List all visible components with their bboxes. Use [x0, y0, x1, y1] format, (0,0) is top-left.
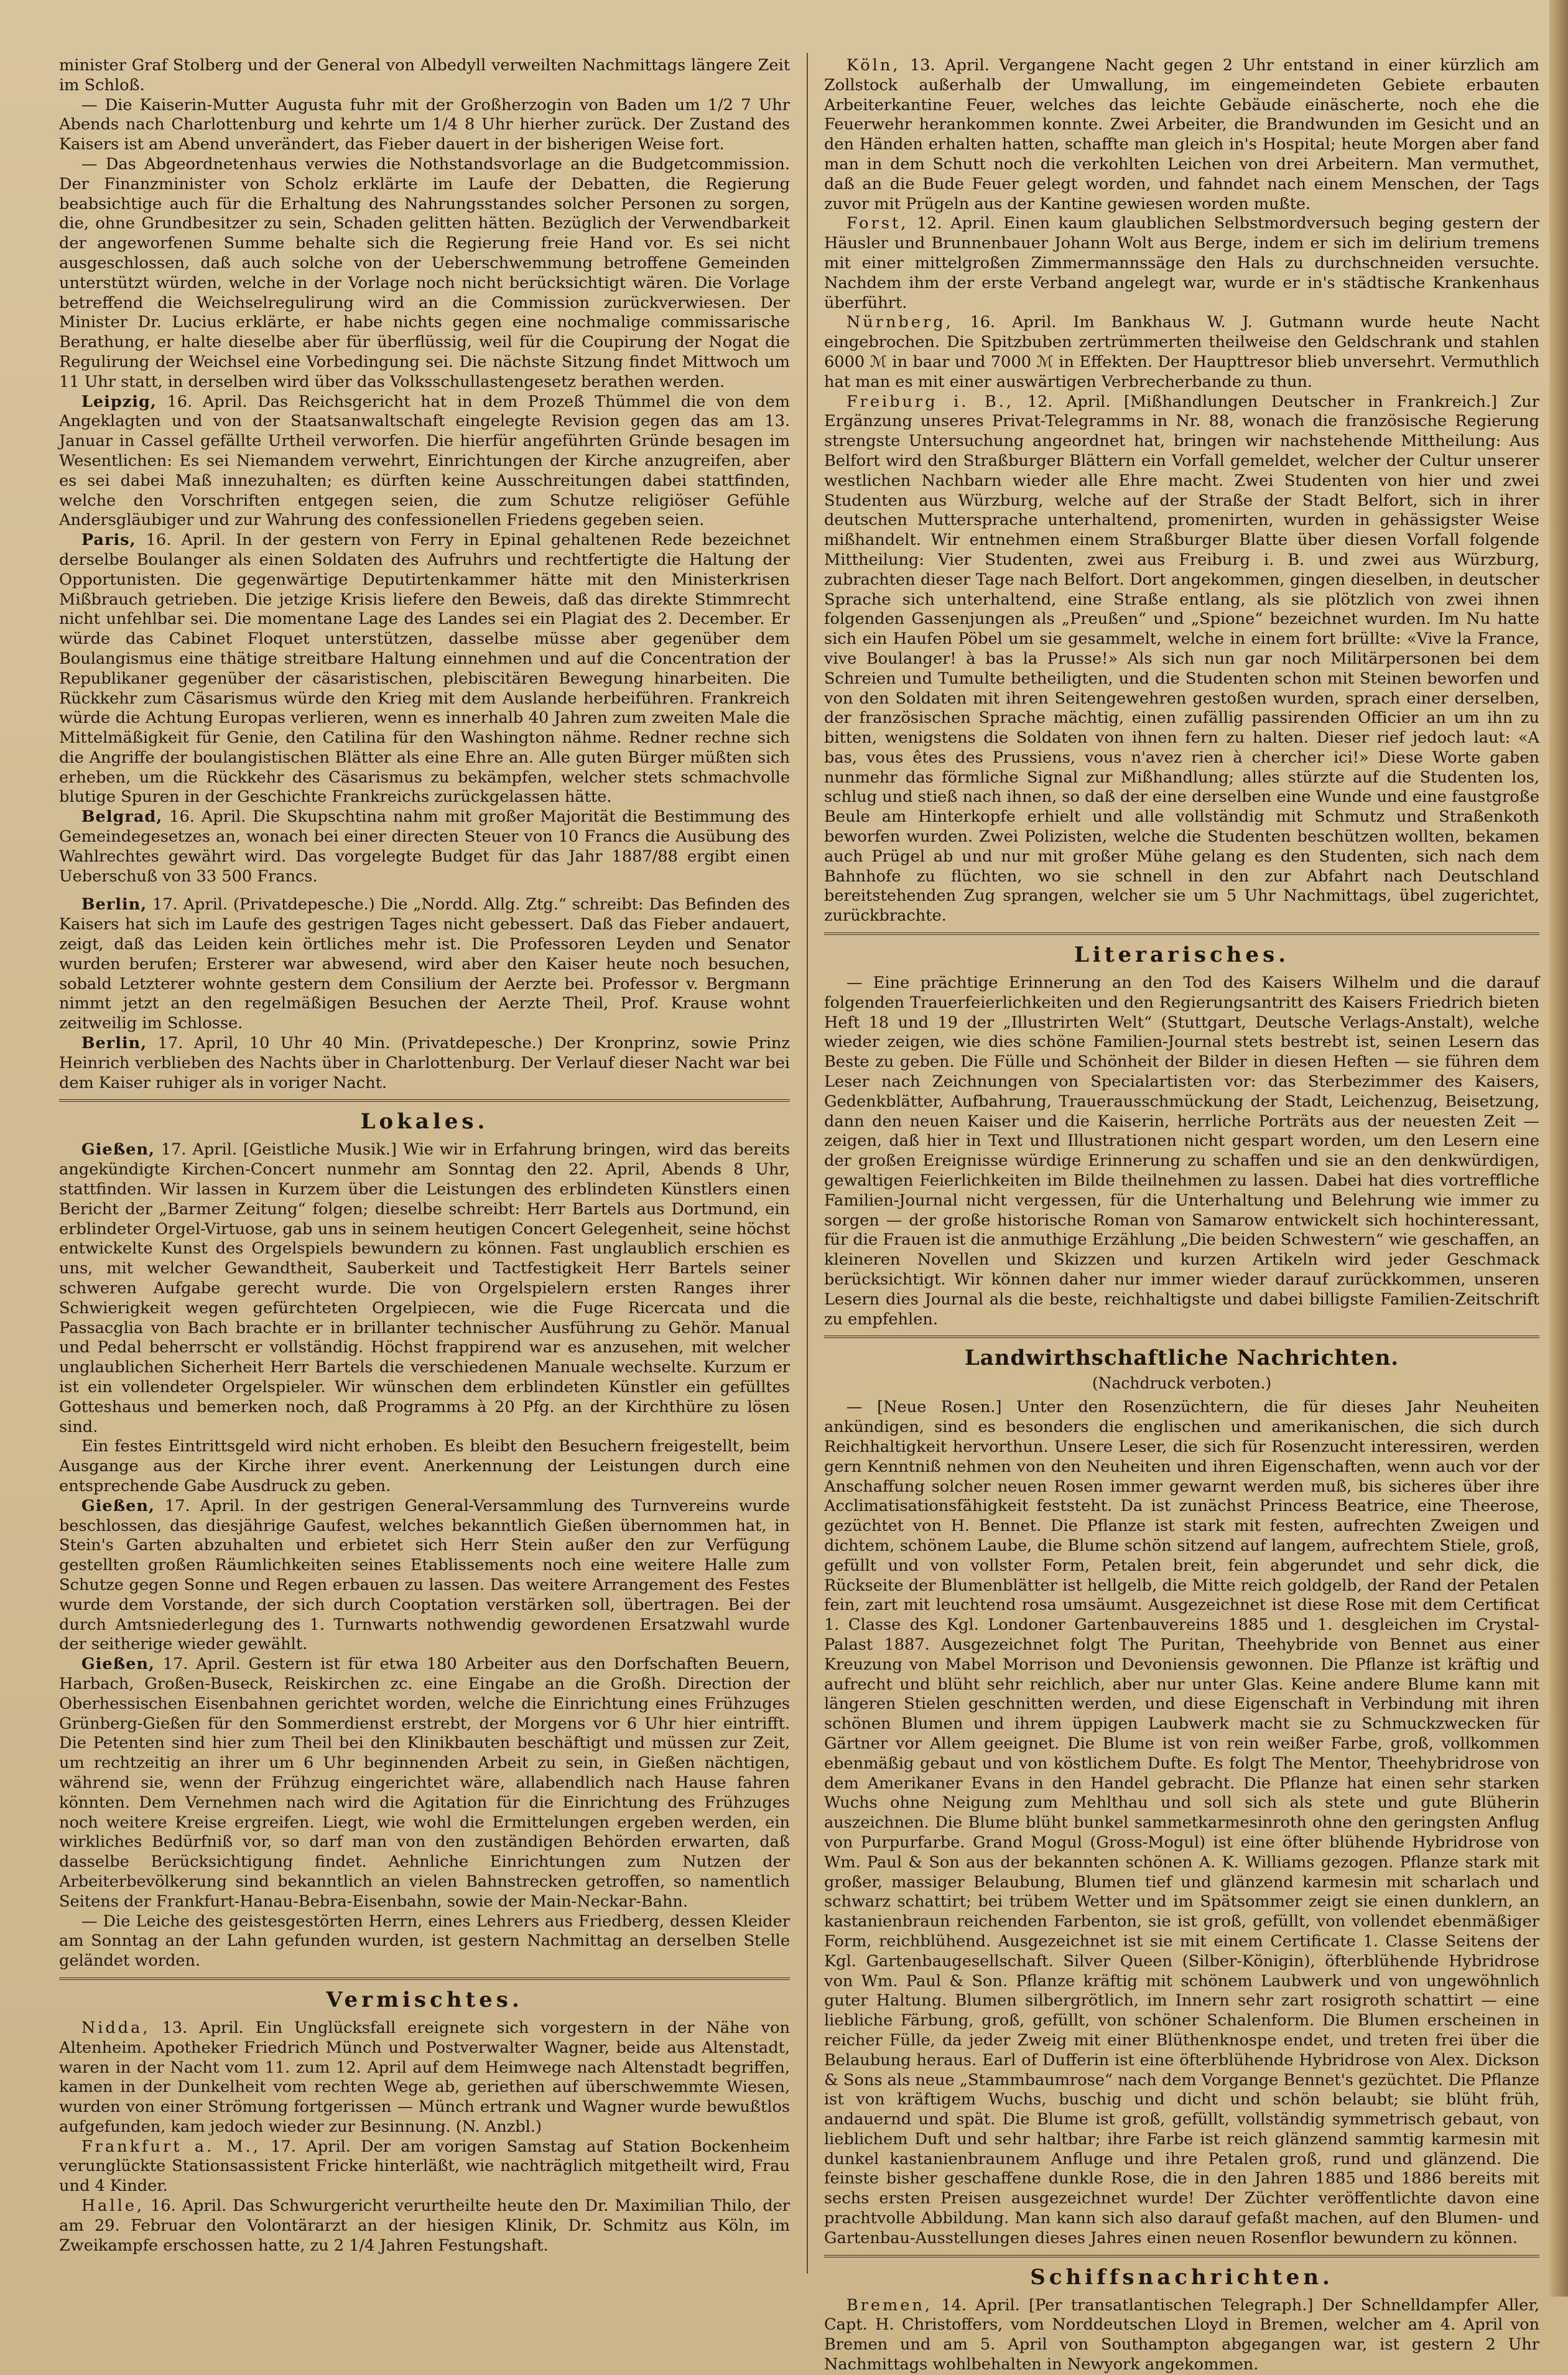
column-divider	[807, 53, 808, 2274]
section-rule	[59, 1978, 790, 1980]
article-text: 16. April. Im Bankhaus W. J. Gutmann wurde heute Nacht eingebrochen. Die Spitzbuben zertrümmerten theilweise den Geldschrank und stahlen 6000 ℳ in baar und 7000 ℳ in Effekten. Der Haupttresor blieb unversehrt. Vermuthlich hat man es mit einer auswärtigen Verbrecherbande zu thun.	[824, 313, 1539, 391]
dateline-place: Gießen,	[81, 1140, 155, 1160]
article-text: 13. April. Ein Unglücksfall ereignete sich vorgestern in der Nähe von Altenheim. Apotheker Friedrich Münch und Postverwalter Wagner, beide aus Altenstadt, waren in der Nacht vom 11. zum 12. April auf dem Heimwege nach Altenstadt begriffen, kamen in der Dunkelheit vom rechten Wege ab, geriethen auf überschwemmte Wiesen, wurden von einer Strömung fortgerissen — Münch ertrank und Wagner wurde bewußtlos aufgefunden, kam jedoch wieder zur Besinnung. (N. Anzbl.)	[59, 2018, 790, 2136]
dateline-place: Paris,	[81, 531, 136, 550]
article	[824, 56, 1539, 214]
reprint-notice: (Nachdruck verboten.)	[1092, 1374, 1272, 1393]
dateline-place: Leipzig,	[81, 392, 157, 411]
article	[59, 531, 790, 807]
dateline-place: Freiburg i. B.,	[846, 392, 1014, 411]
dateline-place: Gießen,	[81, 1496, 155, 1515]
article	[59, 895, 790, 1034]
article-text: Ein festes Eintrittsgeld wird nicht erhoben. Es bleibt den Besuchern freigestellt, beim Ausgange aus der Kirche ihrer event. Anerkennung der Leistungen durch eine entsprechende Gabe Ausdruck zu geben.	[59, 1437, 790, 1495]
article-text: — Die Leiche des geistesgestörten Herrn, eines Lehrers aus Friedberg, dessen Kleider am Sonntag an der Lahn gefunden wurden, ist gestern Nachmittag an derselben Stelle geländet worden.	[59, 1912, 790, 1971]
article-text: minister Graf Stolberg und der General von Albedyll verweilten Nachmittags längere Zeit im Schloß.	[59, 56, 790, 95]
right-column	[824, 56, 1539, 2375]
dateline-place: Halle,	[81, 2196, 145, 2216]
dateline-place: Berlin,	[81, 895, 147, 914]
section-heading-lokales: Lokales.	[360, 1109, 489, 1135]
article-text: 17. April. Gestern ist für etwa 180 Arbeiter aus den Dorfschaften Beuern, Harbach, Großen-Buseck, Reiskirchen zc. eine Eingabe an die Großh. Direction der Oberhessischen Eisenbahnen gerichtet worden, welche die Einrichtung eines Frühzuges Grünberg-Gießen für den Sommerdienst erstrebt, der Morgens vor 6 Uhr hier eintrifft. Die Petenten sind hier zum Theil bei den Klinikbauten beschäftigt und müssen zur Zeit, um rechtzeitig an ihrer um 6 Uhr beginnenden Arbeit zu sein, in Gießen nächtigen, während sie, wenn der Frühzug eingerichtet wäre, allabendlich nach Hause fahren könnten. Dem Vernehmen nach wird die Agitation für die Einrichtung des Frühzuges noch weitere Kreise ergreifen. Liegt, wie wohl die Ermittelungen ergeben werden, ein wirkliches Bedürfniß vor, so darf man von den zuständigen Behörden erwarten, daß dasselbe Berücksichtigung findet. Aehnliche Einrichtungen zum Nutzen der Arbeiterbevölkerung sind bekanntlich an vielen Bahnstrecken getroffen, so namentlich Seitens der Frankfurt-Hanau-Bebra-Eisenbahn, sowie der Main-Neckar-Bahn.	[59, 1655, 790, 1911]
dateline-place: Frankfurt a. M.,	[81, 2137, 261, 2156]
section-heading-landwirthschaft: Landwirthschaftliche Nachrichten.	[964, 1346, 1399, 1371]
article	[59, 393, 790, 531]
article	[824, 313, 1539, 392]
dateline-place: Köln,	[846, 56, 901, 75]
article	[59, 2019, 790, 2137]
article-text: 17. April. Der am vorigen Samstag auf Station Bockenheim verunglückte Stationsassistent Fricke hinterläßt, wie nachträglich mitgetheilt wird, Frau und 4 Kinder.	[59, 2137, 790, 2196]
dateline-place: Bremen,	[846, 2295, 933, 2315]
article	[824, 2296, 1539, 2375]
article	[59, 1140, 790, 1437]
article-text: 13. April. Vergangene Nacht gegen 2 Uhr entstand in einer kürzlich am Zollstock außerhalb der Umwallung, im eingemeindeten Gebiete erbauten Arbeiterkantine Feuer, welches das leichte Gebäude einäscherte, noch ehe die Feuerwehr herankommen konnte. Zwei Arbeiter, die Brandwunden im Gesicht und an den Händen erhalten hatten, schaffte man gleich in's Hospital; heute Morgen aber fand man in dem Schutt noch die verkohlten Leichen von drei Arbeitern. Man vermuthet, daß an die Bude Feuer gelegt worden, und fahndet nach einem Menschen, der Tags zuvor mit Prügeln aus der Kantine gewiesen worden mußte.	[824, 56, 1539, 213]
article-text: 17. April. [Geistliche Musik.] Wie wir in Erfahrung bringen, wird das bereits angekündigte Kirchen-Concert nunmehr am Sonntag den 22. April, Abends 8 Uhr, stattfinden. Wir lassen in Kurzem über die Leistungen des erblindeten Künstlers einen Bericht der „Barmer Zeitung“ folgen; dieselbe schreibt: Herr Bartels aus Dortmund, ein erblindeter Orgel-Virtuose, gab uns in seinem heutigen Concert Gelegenheit, seine höchst entwickelte Kunst des Orgelspiels bewundern zu können. Fast unglaublich erschien es uns, mit welcher Gewandtheit, Sauberkeit und Tactfestigkeit Herr Bartels seiner schweren Aufgabe gerecht wurde. Die von Orgelspielern ersten Ranges ihrer Schwierigkeit wegen gefürchteten Orgelpiecen, wie die Fuge Ricercata und die Passacglia von Bach brachte er in brillanter technischer Ausführung zu Gehör. Manual und Pedal beherrscht er vollständig. Höchst frappirend war es anzusehen, mit welcher unglaublichen Sicherheit Herr Bartels die verschiedenen Manuale wechselte. Kurzum er ist ein vollendeter Orgelspieler. Wir wünschen dem erblindeten Künstler ein gefülltes Gotteshaus und bemerken noch, daß Programms à 20 Pfg. an der Kirchthüre zu lösen sind.	[59, 1140, 790, 1436]
article	[824, 393, 1539, 927]
section-rule	[59, 1099, 790, 1102]
dateline-place: Belgrad,	[81, 807, 163, 827]
page-edge-shadow	[1549, 0, 1568, 2297]
article-text: 14. April. [Per transatlantischen Telegraph.] Der Schnelldampfer Aller, Capt. H. Christoffers, vom Norddeutschen Lloyd in Bremen, welcher am 4. April von Bremen und am 5. April von Southampton abgegangen war, ist gestern 2 Uhr Nachmittags wohlbehalten in Newyork angekommen.	[824, 2295, 1540, 2374]
article-text: 16. April. Das Reichsgericht hat in dem Prozeß Thümmel die von dem Angeklagten und von der Staatsanwaltschaft eingelegte Revision gegen das am 13. Januar in Cassel gefällte Urtheil verworfen. Die hierfür angeführten Gründe besagen im Wesentlichen: Es sei Niemandem verwehrt, Einrichtungen der Kirche anzugreifen, aber es sei dabei Maß innezuhalten; es dürften keine Ausschreitungen dabei stattfinden, welche den Vorschriften entgegen seien, die zum Schutze religiöser Gefühle Andersgläubiger und zur Wahrung des confessionellen Friedens gegeben seien.	[59, 392, 790, 530]
article-text: 12. April. [Mißhandlungen Deutscher in Frankreich.] Zur Ergänzung unseres Privat-Telegramms in Nr. 88, wonach die französische Regierung strengste Untersuchung angeordnet hat, bringen wir nachstehende Mittheilung: Aus Belfort wird den Straßburger Blättern ein Vorfall gemeldet, welcher der Cultur unserer westlichen Nachbarn wieder alle Ehre macht. Zwei Studenten von hier und zwei Studenten aus Würzburg, welche auf der Straße der Stadt Belfort, sich in ihrer deutschen Muttersprache unterhaltend, promenirten, wurden in gehässigster Weise mißhandelt. Wir entnehmen einem Straßburger Blatte über diesen Vorfall folgende Mittheilung: Vier Studenten, zwei aus Freiburg i. B. und zwei aus Würzburg, zubrachten dieser Tage nach Belfort. Dort angekommen, gingen dieselben, in deutscher Sprache sich unterhaltend, eine Straße entlang, als sie plötzlich von zwei ihnen folgenden Gassenjungen als „Preußen“ und „Spione“ bezeichnet wurden. Im Nu hatte sich ein Haufen Pöbel um sie gesammelt, welche in einem fort brüllte: «Vive la France, vive Boulanger! à bas la Prusse!» Als sich nun gar noch Militärpersonen bei dem Schreien und Tumulte betheiligten, und die Studenten schon mit Steinen beworfen und von den Soldaten mit ihren Seitengewehren gestoßen wurden, sprach einer derselben, der französischen Sprache mächtig, einen zufällig passirenden Officier an um ihn zu bitten, wenigstens die Soldaten von ihnen fern zu halten. Dieser rief jedoch laut: «A bas, vous êtes des Prussiens, vous n'avez rien à chercher ici!» Diese Worte gaben nunmehr das förmliche Signal zur Mißhandlung; alles stürzte auf die Studenten los, schlug und stieß nach ihnen, so daß der eine derselben eine Wunde und eine faustgroße Beule am Hinterkopfe erhielt und alle vollständig mit Schmutz und Straßenkoth beworfen wurden. Zwei Polizisten, welche die Studenten beschützen wollten, bekamen auch Prügel ab und nur mit großer Mühe gelang es den Studenten, sich nach dem Bahnhofe zu flüchten, wo sie schnell in den zur Abfahrt nach Deutschland bereitstehenden Zug sprangen, welcher sie um 5 Uhr Nachmittags, übel zugerichtet, zurückbrachte.	[824, 392, 1540, 926]
section-rule	[824, 932, 1539, 935]
left-column	[59, 56, 790, 2256]
section-rule	[824, 2255, 1539, 2257]
dateline-place: Forst,	[846, 214, 909, 233]
dateline-place: Nidda,	[81, 2018, 151, 2037]
article-text: 17. April, 10 Uhr 40 Min. (Privatdepesche.) Der Kronprinz, sowie Prinz Heinrich verblieben des Nachts über in Charlottenburg. Der Verlauf dieser Nacht war bei dem Kaiser ruhiger als in voriger Nacht.	[59, 1034, 791, 1092]
section-heading-vermischtes: Vermischtes.	[326, 1987, 523, 2012]
spacer	[59, 886, 790, 895]
article-text: — Das Abgeordnetenhaus verwies die Nothstandsvorlage an die Budgetcommission. Der Finanzminister von Scholz erklärte im Laufe der Debatten, die Regierung beabsichtige auch für die Erhaltung des Nahrungsstandes solcher Personen zu sorgen, die, ohne Grundbesitzer zu sein, Schaden gelitten hätten. Bezüglich der Verwendbarkeit der angeworfenen Summe behalte sich die Regierung freie Hand vor. Es sei nicht ausgeschlossen, daß auch solche von der Ueberschwemmung betroffene Gemeinden unterstützt würden, welche in der Vorlage noch nicht berücksichtigt wären. Die Vorlage betreffend die Weichselregulirung wird an die Commission zurückverwiesen. Der Minister Dr. Lucius erklärte, er habe nichts gegen eine nochmalige commissarische Berathung, er halte dieselbe aber für überflüssig, weil für die Coupirung der Nogat die Regulirung der Weichsel eine Vorbedingung sei. Die nächste Sitzung findet Mittwoch um 11 Uhr statt, in derselben wird über das Volksschullastengesetz berathen werden.	[59, 154, 790, 391]
article	[59, 1034, 790, 1093]
article-text: — [Neue Rosen.] Unter den Rosenzüchtern, die für dieses Jahr Neuheiten ankündigen, sind es besonders die englischen und amerikanischen, die sich durch Reichhaltigkeit hervorthun. Unsere Leser, die sich für Rosenzucht interessiren, werden gern Kenntniß nehmen von den Neuheiten und ihren Eigenschaften, wenn auch vor der Anschaffung solcher neuen Rosen immer gewarnt werden muß, bis sicheres über ihre Acclimatisationsfähigkeit feststeht. Da ist zunächst Princess Beatrice, eine Theerose, gezüchtet von H. Bennet. Die Pflanze ist stark mit festen, aufrechten Zweigen und dichtem, schönem Laube, die Blume schön sitzend auf langem, aufrechtem Stiele, groß, gefüllt und von vollster Form, Petalen breit, fein abgerundet und sehr dick, die Rückseite der Blumenblätter ist hellgelb, die Mitte reich goldgelb, der Rand der Petalen fein, zart mit leuchtend rosa umsäumt. Ausgezeichnet ist diese Rose mit dem Certificat 1. Classe des Kgl. Londoner Gartenbauvereins 1885 und 1. desgleichen im Crystal-Palast 1887. Ausgezeichnet folgt The Puritan, Theehybride von Bennet aus einer Kreuzung von Mabel Morrison und Devoniensis gewonnen. Die Pflanze ist kräftig und aufrecht und blüht sehr reichlich, aber nur unter Glas. Keine andere Blume kann mit längeren Stielen geschnitten werden, und diese Eigenschaft in Verbindung mit ihren schönen Blumen und ihrem üppigen Laubwerk macht sie zu Schmuckzwecken für Gärtner vor Allem geeignet. Die Blume ist von rein weißer Farbe, groß, vollkommen ebenmäßig gebaut und von köstlichem Dufte. Es folgt The Mentor, Theehybridrose von dem Amerikaner Evans in den Handel gebracht. Die Pflanze hat einen sehr starken Wuchs ohne Neigung zum Mehlthau und soll sich als stete und gute Blüherin auszeichnen. Die Blume blüht bunkel sammetkarmesinroth ohne den geringsten Anflug von Purpurfarbe. Grand Mogul (Gross-Mogul) ist eine öfter blühende Hybridrose von Wm. Paul & Son aus der bekannten schönen A. K. Williams gezogen. Pflanze stark mit großer, massiger Belaubung, Blumen tief und glänzend karmesin mit scharlach und schwarz schattirt; bei trübem Wetter und im Spätsommer zeigt sie einen dunklern, an kastanienbraun reichenden Farbenton, sie ist groß, gefüllt, von vollendet ebenmäßiger Form, reichblühend. Ausgezeichnet ist sie mit einem Certificate 1. Classe Seitens der Kgl. Gartenbaugesellschaft. Silver Queen (Silber-Königin), öfterblühende Hybridrose von Wm. Paul & Son. Pflanze kräftig mit schönem Laubwerk und von ungewöhnlich guter Haltung. Blumen silbergrötlich, im Innern sehr zart rosigroth schattirt — eine liebliche Färbung, groß, gefüllt, von schöner Schalenform. Die Blumen erscheinen in reicher Fülle, da jeder Zweig mit einer Blüthenknospe endet, und treten frei über die Belaubung heraus. Earl of Dufferin ist eine öfterblühende Hybridrose von Alex. Dickson & Sons als neue „Stammbaumrose“ nach dem Vorgange Bennet's gezüchtet. Die Pflanze ist von kräftigem Wuchs, buschig und dicht und schön belaubt; sie blüht früh, andauernd und spät. Die Blume ist groß, gefüllt, vollständig symmetrisch gebaut, von lieblichem Duft und sehr haltbar; ihre Farbe ist reich glänzend sammtig karmesin mit dunkel kastanienbraunem Anfluge und ihre Petalen groß, rund und glänzend. Die feinste bisher geschaffene dunkle Rose, die in den Jahren 1885 und 1886 bereits mit sechs ersten Preisen ausgezeichnet wurde! Der Züchter veröffentlichte davon eine prachtvolle Abbildung. Man kann sich also darauf gefaßt machen, auf den Blumen- und Gartenbau-Ausstellungen dieses Jahres einen neuen Rosenflor bewundern zu können.	[824, 1398, 1539, 2247]
article	[59, 2137, 790, 2196]
article-text: 16. April. Die Skupschtina nahm mit großer Majorität die Bestimmung des Gemeindegesetzes an, wonach bei einer directen Steuer von 10 Francs die Ausübung des Wahlrechtes gewährt wird. Das vorgelegte Budget für das Jahr 1887/88 ergibt einen Ueberschuß von 33 500 Francs.	[59, 807, 790, 886]
section-heading-schiffsnachrichten: Schiffsnachrichten.	[1030, 2264, 1334, 2290]
article-text: 16. April. Das Schwurgericht verurtheilte heute den Dr. Maximilian Thilo, der am 29. Februar den Volontärarzt an der hiesigen Klinik, Dr. Schmitz aus Köln, im Zweikampfe erschossen hatte, zu 2 1/4 Jahren Festungshaft.	[59, 2196, 790, 2255]
article-text: — Die Kaiserin-Mutter Augusta fuhr mit der Großherzogin von Baden um 1/2 7 Uhr Abends nach Charlottenburg und kehrte um 1/4 8 Uhr hierher zurück. Der Zustand des Kaisers ist am Abend unverändert, das Fieber dauert in der bisherigen Weise fort.	[59, 95, 790, 154]
article-text: 17. April. (Privatdepesche.) Die „Nordd. Allg. Ztg.“ schreibt: Das Befinden des Kaisers hat sich im Laufe des gestrigen Tages nicht gebessert. Daß das Fieber andauert, zeigt, daß das Leiden kein örtliches mehr ist. Die Professoren Leyden und Senator wurden berufen; Ersterer war abwesend, wird aber den Kaiser heute noch besuchen, sobald Letzterer wohnte gestern dem Consilium der Aerzte bei. Professor v. Bergmann nimmt jetzt an den regelmäßigen Besuchen der Aerzte Theil, Prof. Krause wohnt zeitweilig im Schlosse.	[59, 895, 790, 1033]
article-text: 17. April. In der gestrigen General-Versammlung des Turnvereins wurde beschlossen, das diesjährige Gaufest, welches bekanntlich Gießen übernommen hat, in Stein's Garten abzuhalten und erbietet sich Herr Stein außer den zur Verfügung gestellten großen Räumlichkeiten seines Etablissements noch eine weitere Halle zum Schutze gegen Sonne und Regen erbauen zu lassen. Das weitere Arrangement des Festes wurde dem Vorstande, der sich durch Cooptation verstärken soll, übertragen. Bei der durch Amtsniederlegung des 1. Turnwarts nothwendig gewordenen Ersatzwahl wurde der seitherige wieder gewählt.	[59, 1496, 791, 1654]
dateline-place: Nürnberg,	[846, 313, 953, 332]
dateline-place: Berlin,	[81, 1034, 147, 1053]
article-text: — Eine prächtige Erinnerung an den Tod des Kaisers Wilhelm und die darauf folgenden Trauerfeierlichkeiten und den Regierungsantritt des Kaisers Friedrich bieten Heft 18 und 19 der „Illustrirten Welt“ (Stuttgart, Deutsche Verlags-Anstalt), welche wieder zeigen, wie dies schöne Familien-Journal stets bestrebt ist, seinen Lesern das Beste zu geben. Die Fülle und Schönheit der Bilder in diesen Heften — sie führen dem Leser nach Zeichnungen von Specialartisten vor: das Sterbezimmer des Kaisers, Gedenkblätter, Aufbahrung, Trauerausschmückung der Stadt, Leichenzug, Beisetzung, dann den neuen Kaiser und die Kaiserin, herrliche Porträts aus der neuesten Zeit — zeigen, daß hier in Text und Illustrationen nicht gespart worden, um den Lesern eine der großen Ereignisse würdige Erinnerung zu schaffen und sie an den denkwürdigen, gewaltigen Feierlichkeiten im Bilde theilnehmen zu lassen. Dabei hat dies vortreffliche Familien-Journal nicht vergessen, für die Unterhaltung und Belehrung wie immer zu sorgen — der große historische Roman von Samarow entwickelt sich hochinteressant, für die Frauen ist die anmuthige Erzählung „Die beiden Schwestern“ wie geschaffen, an kleineren Novellen und Skizzen und kurzen Artikeln wird jeder Geschmack berücksichtigt. Wir können daher nur immer wieder darauf zurückkommen, unseren Lesern dies Journal als die beste, reichhaltigste und dabei billigste Familien-Zeitschrift zu empfehlen.	[824, 974, 1539, 1329]
article	[59, 1655, 790, 1912]
article	[59, 807, 790, 886]
dateline-place: Gießen,	[81, 1655, 155, 1674]
article	[824, 214, 1539, 313]
article	[59, 1497, 790, 1655]
article-text: 12. April. Einen kaum glaublichen Selbstmordversuch beging gestern der Häusler und Brunnenbauer Johann Wolt aus Berge, indem er sich im delirium tremens mit einer mittelgroßen Zimmermannssäge den Hals zu durchschneiden versuchte. Nachdem ihm der erste Verband angelegt war, wurde er in's städtische Krankenhaus überführt.	[824, 214, 1539, 312]
section-rule	[824, 1336, 1539, 1338]
section-heading-literarisches: Literarisches.	[1074, 942, 1290, 968]
article	[59, 2196, 790, 2256]
article-text: 16. April. In der gestern von Ferry in Epinal gehaltenen Rede bezeichnet derselbe Boulanger als einen Soldaten des Aufruhrs und rechtfertigte die Haltung der Opportunisten. Die gegenwärtige Deputirtenkammer hätte mit den Ministerkrisen Mißbrauch getrieben. Die jetzige Krisis liefere den Beweis, daß das direkte Stimmrecht nicht unfehlbar sei. Die momentane Lage des Landes sei ein Plagiat des 2. December. Er würde das Cabinet Floquet unterstützen, dasselbe müsse aber gegenüber dem Boulangismus eine thätige streitbare Haltung einnehmen und auf die Concentration der Republikaner gegenüber der cäsaristischen, plebiscitären Bewegung hinarbeiten. Die Rückkehr zum Cäsarismus würde den Krieg mit dem Auslande herbeiführen. Frankreich würde die Achtung Europas verlieren, wenn es innerhalb 40 Jahren zum zweiten Male die Mittelmäßigkeit für Genie, den Catilina für den Washington nähme. Redner rechne sich die Angriffe der boulangistischen Blätter als eine Ehre an. Alle guten Bürger müßten sich erheben, um die Rückkehr des Cäsarismus zu bekämpfen, welcher stets schmachvolle blutige Spuren in der Geschichte Frankreichs zurückgelassen hätte.	[59, 531, 790, 807]
